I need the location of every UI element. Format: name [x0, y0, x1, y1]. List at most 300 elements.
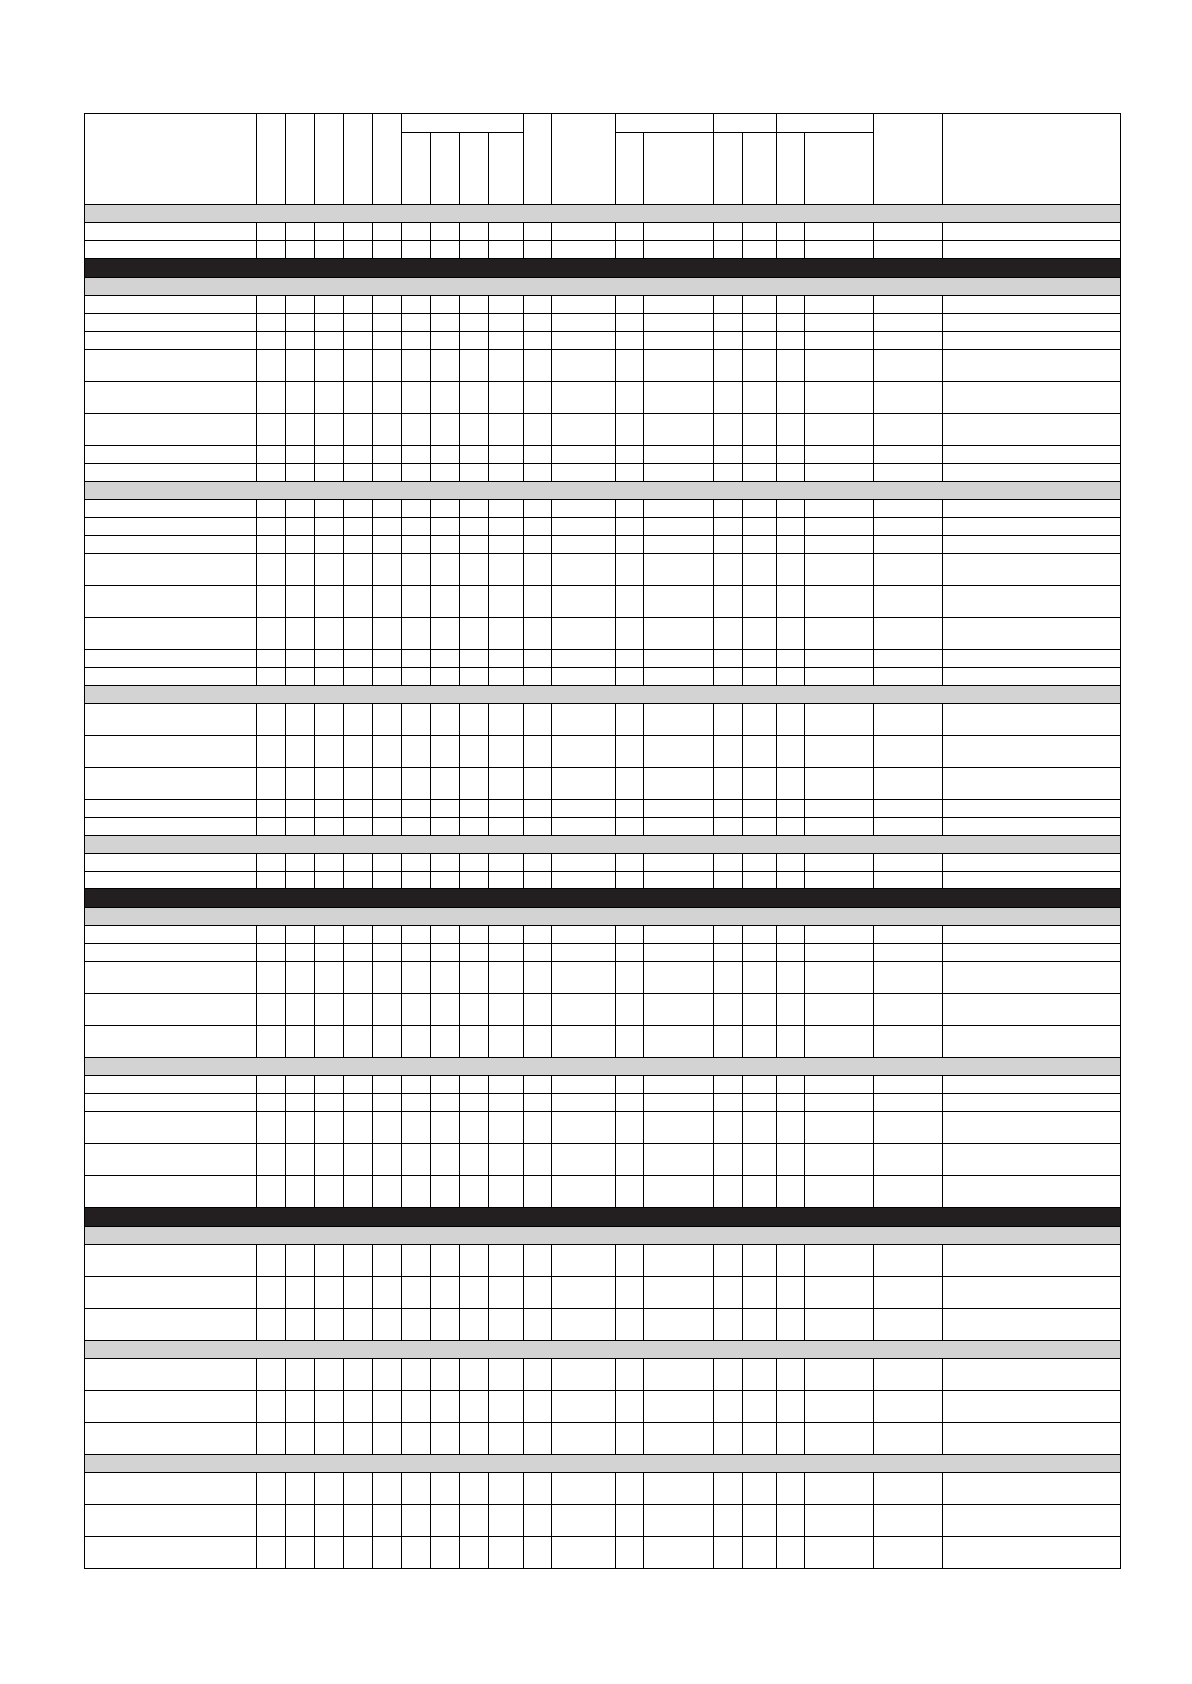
table-cell: [805, 500, 874, 518]
table-cell: [344, 296, 373, 314]
table-cell: [85, 962, 257, 994]
table-cell: [431, 668, 460, 686]
table-cell: [257, 586, 286, 618]
table-cell: [85, 704, 257, 736]
table-cell: [402, 296, 431, 314]
table-cell: [743, 650, 777, 668]
table-cell: [344, 414, 373, 446]
table-cell: [344, 1537, 373, 1569]
table-cell: [644, 536, 714, 554]
table-cell: [373, 1094, 402, 1112]
table-cell: [805, 241, 874, 259]
table-cell: [524, 1112, 552, 1144]
table-cell: [373, 818, 402, 836]
table-cell: [431, 414, 460, 446]
table-cell: [805, 464, 874, 482]
table-cell: [714, 650, 743, 668]
table-row: [85, 554, 1121, 586]
table-cell: [315, 994, 344, 1026]
table-row: [85, 1537, 1121, 1569]
table-cell: [257, 241, 286, 259]
table-cell: [85, 1505, 257, 1537]
table-cell: [344, 1245, 373, 1277]
table-cell: [743, 926, 777, 944]
table-cell: [85, 650, 257, 668]
table-cell: [552, 1277, 616, 1309]
table-row: [85, 536, 1121, 554]
table-cell: [85, 1277, 257, 1309]
table-cell: [315, 768, 344, 800]
table-cell: [257, 500, 286, 518]
table-row: [85, 241, 1121, 259]
table-cell: [714, 1094, 743, 1112]
table-cell: [743, 241, 777, 259]
table-cell: [373, 994, 402, 1026]
header-group-d: [777, 114, 874, 133]
table-cell: [524, 314, 552, 332]
table-cell: [943, 800, 1121, 818]
table-cell: [315, 800, 344, 818]
table-cell: [644, 668, 714, 686]
table-cell: [524, 736, 552, 768]
table-row: [85, 414, 1121, 446]
table-cell: [552, 926, 616, 944]
table-cell: [373, 518, 402, 536]
table-cell: [777, 446, 805, 464]
table-cell: [257, 382, 286, 414]
table-cell: [777, 704, 805, 736]
table-cell: [489, 350, 524, 382]
table-cell: [714, 464, 743, 482]
section-bar-grey: [85, 1227, 1121, 1245]
table-cell: [524, 704, 552, 736]
table-cell: [943, 350, 1121, 382]
table-cell: [344, 1309, 373, 1341]
table-cell: [644, 223, 714, 241]
table-row: [85, 350, 1121, 382]
table-cell: [402, 314, 431, 332]
table-cell: [777, 1144, 805, 1176]
table-row: [85, 446, 1121, 464]
table-cell: [315, 518, 344, 536]
table-cell: [402, 1144, 431, 1176]
table-cell: [714, 1391, 743, 1423]
table-cell: [315, 1359, 344, 1391]
table-cell: [714, 872, 743, 889]
table-cell: [616, 1176, 644, 1208]
table-cell: [460, 241, 489, 259]
table-cell: [714, 296, 743, 314]
table-cell: [257, 1144, 286, 1176]
table-cell: [286, 704, 315, 736]
table-cell: [552, 668, 616, 686]
table-cell: [714, 854, 743, 872]
table-cell: [431, 1026, 460, 1058]
table-cell: [85, 1309, 257, 1341]
table-cell: [524, 332, 552, 350]
table-cell: [460, 1026, 489, 1058]
table-cell: [257, 314, 286, 332]
header-sub-c1: [714, 133, 743, 205]
table-cell: [431, 1505, 460, 1537]
table-cell: [402, 1176, 431, 1208]
table-row: [85, 500, 1121, 518]
table-cell: [85, 1112, 257, 1144]
table-cell: [552, 1359, 616, 1391]
table-cell: [743, 944, 777, 962]
table-cell: [431, 241, 460, 259]
table-cell: [315, 500, 344, 518]
table-cell: [315, 1423, 344, 1455]
table-cell: [315, 1309, 344, 1341]
table-cell: [743, 1473, 777, 1505]
table-cell: [874, 618, 943, 650]
table-cell: [714, 1144, 743, 1176]
table-cell: [874, 464, 943, 482]
blank-data-table: [84, 113, 1121, 1569]
table-cell: [402, 223, 431, 241]
table-cell: [644, 350, 714, 382]
table-cell: [943, 1505, 1121, 1537]
table-cell: [373, 1309, 402, 1341]
table-cell: [460, 1176, 489, 1208]
table-cell: [524, 1391, 552, 1423]
table-cell: [943, 223, 1121, 241]
table-cell: [286, 314, 315, 332]
table-cell: [460, 518, 489, 536]
table-cell: [286, 962, 315, 994]
table-cell: [315, 1094, 344, 1112]
table-cell: [257, 1094, 286, 1112]
table-cell: [85, 1144, 257, 1176]
table-cell: [460, 1309, 489, 1341]
section-cell: [85, 1341, 1121, 1359]
table-cell: [552, 518, 616, 536]
table-row: [85, 1391, 1121, 1423]
table-cell: [85, 944, 257, 962]
table-cell: [257, 944, 286, 962]
table-cell: [286, 554, 315, 586]
table-cell: [552, 944, 616, 962]
table-cell: [616, 800, 644, 818]
table-cell: [402, 818, 431, 836]
header-row-top: [85, 114, 1121, 133]
table-cell: [743, 223, 777, 241]
table-cell: [616, 350, 644, 382]
table-cell: [286, 1277, 315, 1309]
table-cell: [743, 1391, 777, 1423]
table-cell: [805, 1094, 874, 1112]
table-cell: [714, 1473, 743, 1505]
table-cell: [344, 994, 373, 1026]
table-cell: [315, 1176, 344, 1208]
table-cell: [552, 223, 616, 241]
table-cell: [286, 1245, 315, 1277]
table-cell: [373, 536, 402, 554]
table-cell: [286, 382, 315, 414]
table-row: [85, 872, 1121, 889]
table-cell: [431, 872, 460, 889]
table-cell: [943, 872, 1121, 889]
table-cell: [943, 668, 1121, 686]
header-group-c: [714, 114, 777, 133]
table-cell: [552, 1423, 616, 1455]
table-cell: [743, 854, 777, 872]
table-cell: [943, 241, 1121, 259]
table-cell: [431, 464, 460, 482]
table-cell: [489, 704, 524, 736]
table-cell: [616, 944, 644, 962]
table-cell: [489, 650, 524, 668]
table-cell: [743, 382, 777, 414]
table-cell: [524, 1309, 552, 1341]
table-cell: [402, 241, 431, 259]
table-row: [85, 314, 1121, 332]
table-cell: [874, 926, 943, 944]
table-cell: [85, 1359, 257, 1391]
table-cell: [85, 736, 257, 768]
table-cell: [85, 994, 257, 1026]
table-cell: [552, 446, 616, 464]
table-cell: [257, 1245, 286, 1277]
table-cell: [777, 241, 805, 259]
table-cell: [431, 962, 460, 994]
table-cell: [644, 1309, 714, 1341]
table-cell: [85, 1176, 257, 1208]
table-row: [85, 704, 1121, 736]
table-row: [85, 944, 1121, 962]
table-cell: [714, 350, 743, 382]
table-cell: [644, 1423, 714, 1455]
table-cell: [315, 446, 344, 464]
table-cell: [524, 944, 552, 962]
table-cell: [805, 926, 874, 944]
table-row: [85, 926, 1121, 944]
table-cell: [489, 1473, 524, 1505]
table-row: [85, 994, 1121, 1026]
table-cell: [286, 618, 315, 650]
table-cell: [714, 223, 743, 241]
table-cell: [286, 586, 315, 618]
table-cell: [402, 536, 431, 554]
table-cell: [777, 854, 805, 872]
table-cell: [286, 1026, 315, 1058]
table-cell: [85, 1473, 257, 1505]
table-cell: [714, 500, 743, 518]
table-cell: [489, 768, 524, 800]
table-cell: [552, 800, 616, 818]
table-cell: [286, 650, 315, 668]
table-cell: [616, 1423, 644, 1455]
table-cell: [257, 1176, 286, 1208]
table-cell: [402, 446, 431, 464]
table-cell: [315, 314, 344, 332]
table-cell: [373, 1112, 402, 1144]
table-cell: [805, 1359, 874, 1391]
table-cell: [315, 1112, 344, 1144]
table-cell: [874, 962, 943, 994]
table-cell: [777, 350, 805, 382]
table-cell: [777, 650, 805, 668]
table-cell: [524, 800, 552, 818]
table-cell: [714, 618, 743, 650]
table-cell: [552, 382, 616, 414]
table-cell: [373, 1423, 402, 1455]
table-cell: [315, 241, 344, 259]
table-cell: [85, 518, 257, 536]
table-cell: [805, 314, 874, 332]
table-cell: [85, 382, 257, 414]
table-cell: [616, 1094, 644, 1112]
table-cell: [286, 668, 315, 686]
table-cell: [489, 994, 524, 1026]
table-cell: [257, 1359, 286, 1391]
table-cell: [743, 1112, 777, 1144]
table-cell: [805, 1473, 874, 1505]
table-cell: [616, 241, 644, 259]
table-cell: [777, 414, 805, 446]
header-sub-a2: [431, 133, 460, 205]
table-cell: [552, 586, 616, 618]
header-sub-a4: [489, 133, 524, 205]
table-cell: [644, 1473, 714, 1505]
table-cell: [743, 962, 777, 994]
table-cell: [286, 296, 315, 314]
table-cell: [743, 1026, 777, 1058]
table-cell: [344, 314, 373, 332]
table-cell: [874, 1094, 943, 1112]
table-row: [85, 518, 1121, 536]
table-cell: [431, 1391, 460, 1423]
table-cell: [373, 314, 402, 332]
table-cell: [743, 618, 777, 650]
table-cell: [402, 1309, 431, 1341]
table-row: [85, 1094, 1121, 1112]
table-cell: [489, 1112, 524, 1144]
table-cell: [85, 1245, 257, 1277]
table-cell: [943, 586, 1121, 618]
table-cell: [431, 536, 460, 554]
table-cell: [85, 500, 257, 518]
table-cell: [743, 704, 777, 736]
table-cell: [315, 1076, 344, 1094]
table-cell: [777, 994, 805, 1026]
section-bar-grey: [85, 1058, 1121, 1076]
table-cell: [257, 1026, 286, 1058]
table-cell: [644, 1076, 714, 1094]
section-cell: [85, 205, 1121, 223]
table-row: [85, 1473, 1121, 1505]
table-cell: [644, 554, 714, 586]
table-cell: [373, 800, 402, 818]
table-cell: [344, 618, 373, 650]
table-cell: [257, 554, 286, 586]
section-cell: [85, 836, 1121, 854]
table-cell: [286, 818, 315, 836]
section-bar-black: [85, 889, 1121, 908]
table-cell: [460, 1473, 489, 1505]
table-cell: [777, 500, 805, 518]
table-cell: [524, 554, 552, 586]
table-cell: [431, 1176, 460, 1208]
table-cell: [373, 872, 402, 889]
table-cell: [315, 414, 344, 446]
table-cell: [257, 1112, 286, 1144]
table-cell: [943, 1112, 1121, 1144]
table-cell: [402, 926, 431, 944]
section-cell: [85, 1227, 1121, 1245]
table-cell: [315, 1026, 344, 1058]
table-cell: [431, 1245, 460, 1277]
table-cell: [286, 1309, 315, 1341]
table-cell: [431, 223, 460, 241]
table-cell: [85, 768, 257, 800]
table-row: [85, 382, 1121, 414]
table-cell: [286, 414, 315, 446]
table-cell: [524, 1245, 552, 1277]
table-cell: [616, 1112, 644, 1144]
table-cell: [315, 1144, 344, 1176]
table-cell: [344, 223, 373, 241]
table-cell: [344, 1473, 373, 1505]
table-cell: [777, 382, 805, 414]
table-cell: [460, 668, 489, 686]
table-cell: [874, 1076, 943, 1094]
table-cell: [743, 1277, 777, 1309]
table-cell: [552, 650, 616, 668]
table-cell: [552, 854, 616, 872]
table-cell: [431, 650, 460, 668]
table-row: [85, 464, 1121, 482]
table-cell: [552, 350, 616, 382]
table-cell: [714, 944, 743, 962]
table-cell: [431, 1277, 460, 1309]
table-cell: [616, 668, 644, 686]
table-cell: [874, 382, 943, 414]
table-cell: [874, 446, 943, 464]
table-cell: [714, 241, 743, 259]
table-cell: [460, 332, 489, 350]
table-cell: [431, 350, 460, 382]
table-cell: [805, 818, 874, 836]
table-cell: [315, 618, 344, 650]
table-cell: [431, 1537, 460, 1569]
table-cell: [344, 668, 373, 686]
table-cell: [777, 872, 805, 889]
table-cell: [460, 314, 489, 332]
table-cell: [431, 1094, 460, 1112]
table-cell: [524, 1277, 552, 1309]
table-cell: [315, 1245, 344, 1277]
table-cell: [714, 962, 743, 994]
table-cell: [85, 668, 257, 686]
table-cell: [460, 818, 489, 836]
table-cell: [489, 926, 524, 944]
table-cell: [344, 1076, 373, 1094]
table-row: [85, 223, 1121, 241]
table-cell: [315, 962, 344, 994]
table-cell: [805, 350, 874, 382]
table-cell: [552, 1309, 616, 1341]
table-cell: [616, 586, 644, 618]
table-cell: [714, 1245, 743, 1277]
table-cell: [460, 618, 489, 650]
table-cell: [286, 768, 315, 800]
table-cell: [402, 872, 431, 889]
table-cell: [373, 618, 402, 650]
header-cell-c11: [552, 114, 616, 205]
table-cell: [616, 446, 644, 464]
